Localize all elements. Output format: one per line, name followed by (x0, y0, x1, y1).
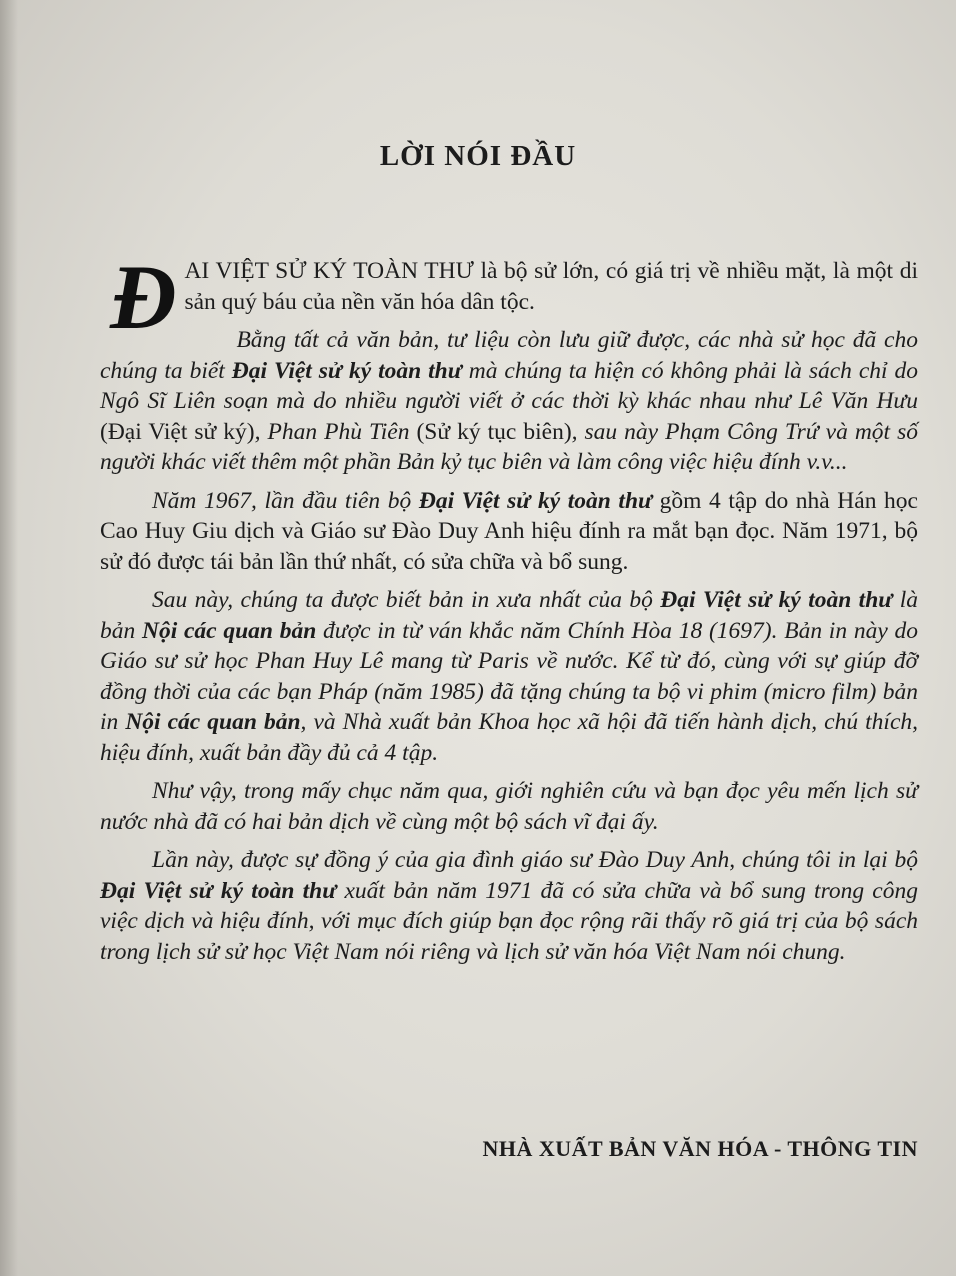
edition-name-bold: Nội các quan bản (141, 617, 317, 644)
paragraph-3 (100, 486, 918, 578)
paragraph-6-text-a: Lần này, được sự đồng ý của gia đình giáo sư Đào Duy Anh, chúng tôi in lại bộ (152, 847, 918, 873)
book-name-bold: Đại Việt sử ký toàn thư (100, 877, 337, 904)
paragraph-6 (100, 845, 918, 967)
drop-cap: Đ (110, 246, 177, 348)
publisher-signature: NHÀ XUẤT BẢN VĂN HÓA - THÔNG TIN (482, 1136, 918, 1161)
page-title: LỜI NÓI ĐẦU (379, 140, 577, 172)
paragraph-2-text-a: Bằng tất cả văn bản, tư liệu còn lưu giữ được, các nhà sử học đã cho chúng ta biết (100, 327, 918, 384)
paragraph-3-text-c: gồm 4 tập do nhà Hán học Cao Huy Giu dịch và Giáo sư Đào Duy Anh hiệu đính ra mắt bạn đọc. Năm 1971, bộ sử đó được tái bản lần thứ nhất, có sửa chữa và bổ sung. (100, 487, 918, 575)
paragraph-2-text-e: , Phan Phù Tiên (254, 418, 417, 445)
book-name-caps: AI VIỆT SỬ KÝ TOÀN THƯ (184, 258, 474, 284)
paragraph-2-text-g: , sau này Phạm Công Trứ và một số người khác viết thêm một phần Bản kỷ tục biên và làm công việc hiệu đính v.v... (100, 418, 918, 475)
paragraph-4-text-c: là bản (100, 587, 918, 644)
preface-body (100, 246, 918, 967)
paragraph-4-text-g: , và Nhà xuất bản Khoa học xã hội đã tiến hành dịch, chú thích, hiệu đính, xuất bản đầy đủ cả 4 tập. (100, 709, 918, 766)
page-gutter-shadow (0, 0, 18, 1276)
paragraph-2-text-f: (Sử ký tục biên) (416, 418, 572, 445)
paragraph-3-text-a: Năm 1967, lần đầu tiên bộ (152, 487, 419, 514)
paragraph-2-text-d: (Đại Việt sử ký) (100, 418, 255, 445)
book-name-bold: Đại Việt sử ký toàn thư (231, 357, 462, 384)
paragraph-2 (100, 325, 918, 478)
paragraph-4-text-a: Sau này, chúng ta được biết bản in xưa nhất của bộ (152, 587, 661, 613)
paragraph-1 (100, 246, 918, 348)
book-name-bold: Đại Việt sử ký toàn thư (418, 487, 653, 514)
book-name-bold: Đại Việt sử ký toàn thư (660, 587, 893, 613)
paragraph-4 (100, 585, 918, 768)
paragraph-2-text-c: mà chúng ta hiện có không phải là sách chỉ do Ngô Sĩ Liên soạn mà do nhiều người viết ở các thời kỳ khác nhau như Lê Văn Hưu (100, 357, 918, 414)
paragraph-1-text: là bộ sử lớn, có giá trị về nhiều mặt, là một di sản quý báu của nền văn hóa dân tộc. (184, 258, 918, 315)
paragraph-5: Như vậy, trong mấy chục năm qua, giới nghiên cứu và bạn đọc yêu mến lịch sử nước nhà đã có hai bản dịch về cùng một bộ sách vĩ đại ấy. (100, 778, 918, 835)
paragraph-6-text-c: xuất bản năm 1971 đã có sửa chữa và bổ sung trong công việc dịch và hiệu đính, với mục đích giúp bạn đọc rộng rãi thấy rõ giá trị của bộ sách trong lịch sử sử học Việt Nam nói riêng và lịch sử văn hóa Việt Nam nói chung. (100, 877, 918, 965)
paragraph-4-text-e: được in từ ván khắc năm Chính Hòa 18 (1697). Bản in này do Giáo sư sử học Phan Huy Lê mang từ Paris về nước. Kể từ đó, cùng với sự giúp đỡ đồng thời của các bạn Pháp (năm 1985) đã tặng chúng ta bộ vi phim (micro film) bản in (100, 617, 918, 735)
edition-name-bold: Nội các quan bản (125, 709, 301, 735)
